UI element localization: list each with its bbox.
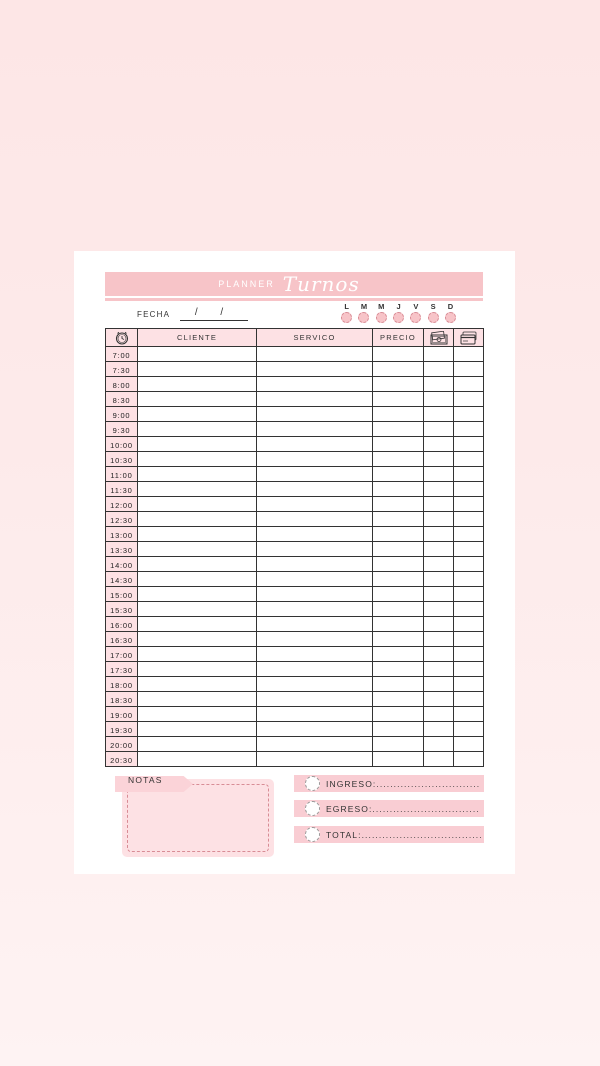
- cash-cell[interactable]: [424, 392, 454, 407]
- time-label: 13:30: [106, 542, 138, 557]
- cash-cell[interactable]: [424, 467, 454, 482]
- table-row: [106, 362, 484, 377]
- planner-sheet: [74, 251, 515, 874]
- precio-cell[interactable]: [373, 512, 424, 527]
- precio-cell[interactable]: [373, 437, 424, 452]
- servico-cell[interactable]: [257, 587, 373, 602]
- time-column-header: [106, 329, 138, 347]
- card-cell[interactable]: [454, 752, 484, 767]
- precio-cell[interactable]: [373, 752, 424, 767]
- card-cell[interactable]: [454, 542, 484, 557]
- card-cell[interactable]: [454, 422, 484, 437]
- servico-cell[interactable]: [257, 377, 373, 392]
- table-row: [106, 677, 484, 692]
- cliente-cell[interactable]: [138, 587, 257, 602]
- cash-cell[interactable]: [424, 722, 454, 737]
- precio-cell[interactable]: [373, 572, 424, 587]
- day-letter: M: [378, 302, 385, 311]
- table-row: [106, 572, 484, 587]
- table-row: [106, 602, 484, 617]
- notes-label: NOTAS: [128, 775, 163, 785]
- precio-cell[interactable]: [373, 542, 424, 557]
- cash-cell[interactable]: [424, 347, 454, 362]
- precio-cell[interactable]: [373, 617, 424, 632]
- card-column-header: [454, 329, 484, 347]
- cash-cell[interactable]: [424, 692, 454, 707]
- card-cell[interactable]: [454, 377, 484, 392]
- servico-cell[interactable]: [257, 467, 373, 482]
- precio-cell[interactable]: [373, 707, 424, 722]
- table-row: [106, 722, 484, 737]
- card-cell[interactable]: [454, 587, 484, 602]
- precio-cell[interactable]: [373, 407, 424, 422]
- cash-cell[interactable]: [424, 572, 454, 587]
- cash-cell[interactable]: [424, 587, 454, 602]
- time-label: 18:00: [106, 677, 138, 692]
- column-header-cliente: CLIENTE: [138, 329, 257, 347]
- cash-cell[interactable]: [424, 677, 454, 692]
- servico-cell[interactable]: [257, 512, 373, 527]
- time-label: 15:30: [106, 602, 138, 617]
- clock-icon: [115, 331, 129, 345]
- precio-cell[interactable]: [373, 737, 424, 752]
- precio-cell[interactable]: [373, 347, 424, 362]
- precio-cell[interactable]: [373, 467, 424, 482]
- precio-cell[interactable]: [373, 452, 424, 467]
- table-row: [106, 482, 484, 497]
- notes-area[interactable]: [127, 784, 269, 852]
- cliente-cell[interactable]: [138, 722, 257, 737]
- table-header-row: [106, 329, 484, 347]
- servico-cell[interactable]: [257, 392, 373, 407]
- cliente-cell[interactable]: [138, 542, 257, 557]
- ingreso-circle: [305, 776, 320, 791]
- time-label: 17:00: [106, 647, 138, 662]
- time-label: 11:00: [106, 467, 138, 482]
- table-row: [106, 692, 484, 707]
- day-sunday[interactable]: [442, 302, 459, 323]
- table-row: [106, 542, 484, 557]
- servico-cell[interactable]: [257, 347, 373, 362]
- card-cell[interactable]: [454, 497, 484, 512]
- weekday-selector: [338, 302, 459, 323]
- ingreso-row[interactable]: [294, 775, 484, 792]
- time-label: 17:30: [106, 662, 138, 677]
- cliente-cell[interactable]: [138, 647, 257, 662]
- table-row: [106, 752, 484, 767]
- precio-cell[interactable]: [373, 602, 424, 617]
- card-cell[interactable]: [454, 482, 484, 497]
- day-checkbox[interactable]: [393, 312, 404, 323]
- cliente-cell[interactable]: [138, 677, 257, 692]
- precio-cell[interactable]: [373, 632, 424, 647]
- precio-cell[interactable]: [373, 392, 424, 407]
- cliente-cell[interactable]: [138, 527, 257, 542]
- cliente-cell[interactable]: [138, 392, 257, 407]
- day-monday[interactable]: [338, 302, 355, 323]
- time-label: 19:30: [106, 722, 138, 737]
- cash-cell[interactable]: [424, 647, 454, 662]
- day-letter: M: [360, 302, 368, 311]
- servico-cell[interactable]: [257, 452, 373, 467]
- day-friday[interactable]: [407, 302, 424, 323]
- precio-cell[interactable]: [373, 377, 424, 392]
- servico-cell[interactable]: [257, 737, 373, 752]
- time-label: 16:30: [106, 632, 138, 647]
- table-row: [106, 377, 484, 392]
- cliente-cell[interactable]: [138, 557, 257, 572]
- precio-cell[interactable]: [373, 422, 424, 437]
- cash-cell[interactable]: [424, 527, 454, 542]
- table-row: [106, 647, 484, 662]
- table-row: [106, 422, 484, 437]
- precio-cell[interactable]: [373, 587, 424, 602]
- column-header-precio: PRECIO: [373, 329, 424, 347]
- fecha-field[interactable]: / /: [180, 306, 248, 321]
- day-letter: S: [430, 302, 436, 311]
- time-label: 14:30: [106, 572, 138, 587]
- card-cell[interactable]: [454, 617, 484, 632]
- total-label: TOTAL:...................................: [326, 829, 483, 840]
- egreso-label: EGRESO:...............................: [326, 803, 480, 814]
- day-thursday[interactable]: [390, 302, 407, 323]
- table-row: [106, 392, 484, 407]
- card-cell[interactable]: [454, 527, 484, 542]
- table-row: [106, 662, 484, 677]
- precio-cell[interactable]: [373, 662, 424, 677]
- day-tuesday[interactable]: [355, 302, 372, 323]
- egreso-row[interactable]: [294, 800, 484, 817]
- cliente-cell[interactable]: [138, 452, 257, 467]
- card-cell[interactable]: [454, 722, 484, 737]
- card-cell[interactable]: [454, 467, 484, 482]
- cash-cell[interactable]: [424, 497, 454, 512]
- precio-cell[interactable]: [373, 482, 424, 497]
- precio-cell[interactable]: [373, 557, 424, 572]
- day-letter: J: [396, 302, 401, 311]
- card-cell[interactable]: [454, 347, 484, 362]
- time-label: 19:00: [106, 707, 138, 722]
- precio-cell[interactable]: [373, 362, 424, 377]
- cash-cell[interactable]: [424, 542, 454, 557]
- table-row: [106, 347, 484, 362]
- cash-cell[interactable]: [424, 362, 454, 377]
- time-label: 18:30: [106, 692, 138, 707]
- cliente-cell[interactable]: [138, 497, 257, 512]
- time-label: 15:00: [106, 587, 138, 602]
- card-cell[interactable]: [454, 737, 484, 752]
- time-label: 9:30: [106, 422, 138, 437]
- total-circle: [305, 827, 320, 842]
- cash-column-header: [424, 329, 454, 347]
- card-cell[interactable]: [454, 647, 484, 662]
- table-row: [106, 707, 484, 722]
- cash-cell[interactable]: [424, 617, 454, 632]
- precio-cell[interactable]: [373, 647, 424, 662]
- table-row: [106, 557, 484, 572]
- card-cell[interactable]: [454, 602, 484, 617]
- precio-cell[interactable]: [373, 692, 424, 707]
- servico-cell[interactable]: [257, 407, 373, 422]
- servico-cell[interactable]: [257, 482, 373, 497]
- planner-title: Turnos: [282, 272, 360, 296]
- servico-cell[interactable]: [257, 362, 373, 377]
- card-cell[interactable]: [454, 677, 484, 692]
- cliente-cell[interactable]: [138, 362, 257, 377]
- cliente-cell[interactable]: [138, 617, 257, 632]
- card-cell[interactable]: [454, 362, 484, 377]
- time-label: 11:30: [106, 482, 138, 497]
- day-letter: L: [344, 302, 349, 311]
- cash-cell[interactable]: [424, 377, 454, 392]
- time-label: 13:00: [106, 527, 138, 542]
- servico-cell[interactable]: [257, 722, 373, 737]
- cliente-cell[interactable]: [138, 737, 257, 752]
- time-label: 10:30: [106, 452, 138, 467]
- total-row[interactable]: [294, 826, 484, 843]
- servico-cell[interactable]: [257, 602, 373, 617]
- cash-cell[interactable]: [424, 707, 454, 722]
- time-label: 20:00: [106, 737, 138, 752]
- servico-cell[interactable]: [257, 422, 373, 437]
- time-rows: [106, 347, 484, 767]
- cash-cell[interactable]: [424, 512, 454, 527]
- cliente-cell[interactable]: [138, 632, 257, 647]
- day-letter: V: [413, 302, 419, 311]
- card-cell[interactable]: [454, 407, 484, 422]
- card-cell[interactable]: [454, 707, 484, 722]
- cliente-cell[interactable]: [138, 602, 257, 617]
- precio-cell[interactable]: [373, 722, 424, 737]
- card-cell[interactable]: [454, 557, 484, 572]
- cliente-cell[interactable]: [138, 692, 257, 707]
- servico-cell[interactable]: [257, 542, 373, 557]
- cash-cell[interactable]: [424, 662, 454, 677]
- servico-cell[interactable]: [257, 557, 373, 572]
- card-cell[interactable]: [454, 437, 484, 452]
- planner-subtitle: PLANNER: [218, 279, 275, 289]
- cliente-cell[interactable]: [138, 752, 257, 767]
- servico-cell[interactable]: [257, 572, 373, 587]
- cash-cell[interactable]: [424, 557, 454, 572]
- time-label: 12:00: [106, 497, 138, 512]
- column-header-servico: SERVICO: [257, 329, 373, 347]
- day-checkbox[interactable]: [445, 312, 456, 323]
- table-row: [106, 737, 484, 752]
- servico-cell[interactable]: [257, 752, 373, 767]
- cash-icon: [430, 331, 448, 345]
- cliente-cell[interactable]: [138, 662, 257, 677]
- card-cell[interactable]: [454, 572, 484, 587]
- cliente-cell[interactable]: [138, 572, 257, 587]
- servico-cell[interactable]: [257, 527, 373, 542]
- table-row: [106, 632, 484, 647]
- servico-cell[interactable]: [257, 437, 373, 452]
- card-cell[interactable]: [454, 392, 484, 407]
- cliente-cell[interactable]: [138, 347, 257, 362]
- card-cell[interactable]: [454, 452, 484, 467]
- table-row: [106, 407, 484, 422]
- fecha-label: FECHA: [137, 310, 171, 319]
- time-label: 14:00: [106, 557, 138, 572]
- day-checkbox[interactable]: [376, 312, 387, 323]
- cash-cell[interactable]: [424, 452, 454, 467]
- servico-cell[interactable]: [257, 617, 373, 632]
- time-label: 7:00: [106, 347, 138, 362]
- table-row: [106, 617, 484, 632]
- card-cell[interactable]: [454, 512, 484, 527]
- servico-cell[interactable]: [257, 632, 373, 647]
- cliente-cell[interactable]: [138, 422, 257, 437]
- servico-cell[interactable]: [257, 677, 373, 692]
- cash-cell[interactable]: [424, 407, 454, 422]
- cliente-cell[interactable]: [138, 407, 257, 422]
- precio-cell[interactable]: [373, 527, 424, 542]
- time-label: 10:00: [106, 437, 138, 452]
- cliente-cell[interactable]: [138, 482, 257, 497]
- cliente-cell[interactable]: [138, 437, 257, 452]
- precio-cell[interactable]: [373, 677, 424, 692]
- time-label: 16:00: [106, 617, 138, 632]
- table-row: [106, 587, 484, 602]
- servico-cell[interactable]: [257, 497, 373, 512]
- servico-cell[interactable]: [257, 647, 373, 662]
- planner-banner: [105, 272, 483, 296]
- cliente-cell[interactable]: [138, 512, 257, 527]
- cliente-cell[interactable]: [138, 467, 257, 482]
- precio-cell[interactable]: [373, 497, 424, 512]
- time-label: 12:30: [106, 512, 138, 527]
- time-label: 7:30: [106, 362, 138, 377]
- table-row: [106, 437, 484, 452]
- card-cell[interactable]: [454, 692, 484, 707]
- day-checkbox[interactable]: [428, 312, 439, 323]
- table-row: [106, 527, 484, 542]
- day-letter: D: [447, 302, 454, 311]
- cash-cell[interactable]: [424, 737, 454, 752]
- cash-cell[interactable]: [424, 482, 454, 497]
- cliente-cell[interactable]: [138, 377, 257, 392]
- table-row: [106, 512, 484, 527]
- time-label: 8:30: [106, 392, 138, 407]
- table-row: [106, 497, 484, 512]
- cash-cell[interactable]: [424, 752, 454, 767]
- servico-cell[interactable]: [257, 707, 373, 722]
- time-label: 8:00: [106, 377, 138, 392]
- table-row: [106, 467, 484, 482]
- table-row: [106, 452, 484, 467]
- servico-cell[interactable]: [257, 692, 373, 707]
- egreso-circle: [305, 801, 320, 816]
- cash-cell[interactable]: [424, 422, 454, 437]
- servico-cell[interactable]: [257, 662, 373, 677]
- ingreso-label: INGRESO:..............................: [326, 778, 481, 789]
- time-label: 9:00: [106, 407, 138, 422]
- time-label: 20:30: [106, 752, 138, 767]
- day-saturday[interactable]: [424, 302, 441, 323]
- cliente-cell[interactable]: [138, 707, 257, 722]
- cash-cell[interactable]: [424, 437, 454, 452]
- appointments-table: [105, 328, 484, 767]
- day-checkbox[interactable]: [341, 312, 352, 323]
- day-checkbox[interactable]: [410, 312, 421, 323]
- day-checkbox[interactable]: [358, 312, 369, 323]
- card-cell[interactable]: [454, 662, 484, 677]
- card-icon: [460, 331, 478, 345]
- cash-cell[interactable]: [424, 632, 454, 647]
- cash-cell[interactable]: [424, 602, 454, 617]
- day-wednesday[interactable]: [373, 302, 390, 323]
- banner-divider: [105, 298, 483, 301]
- card-cell[interactable]: [454, 632, 484, 647]
